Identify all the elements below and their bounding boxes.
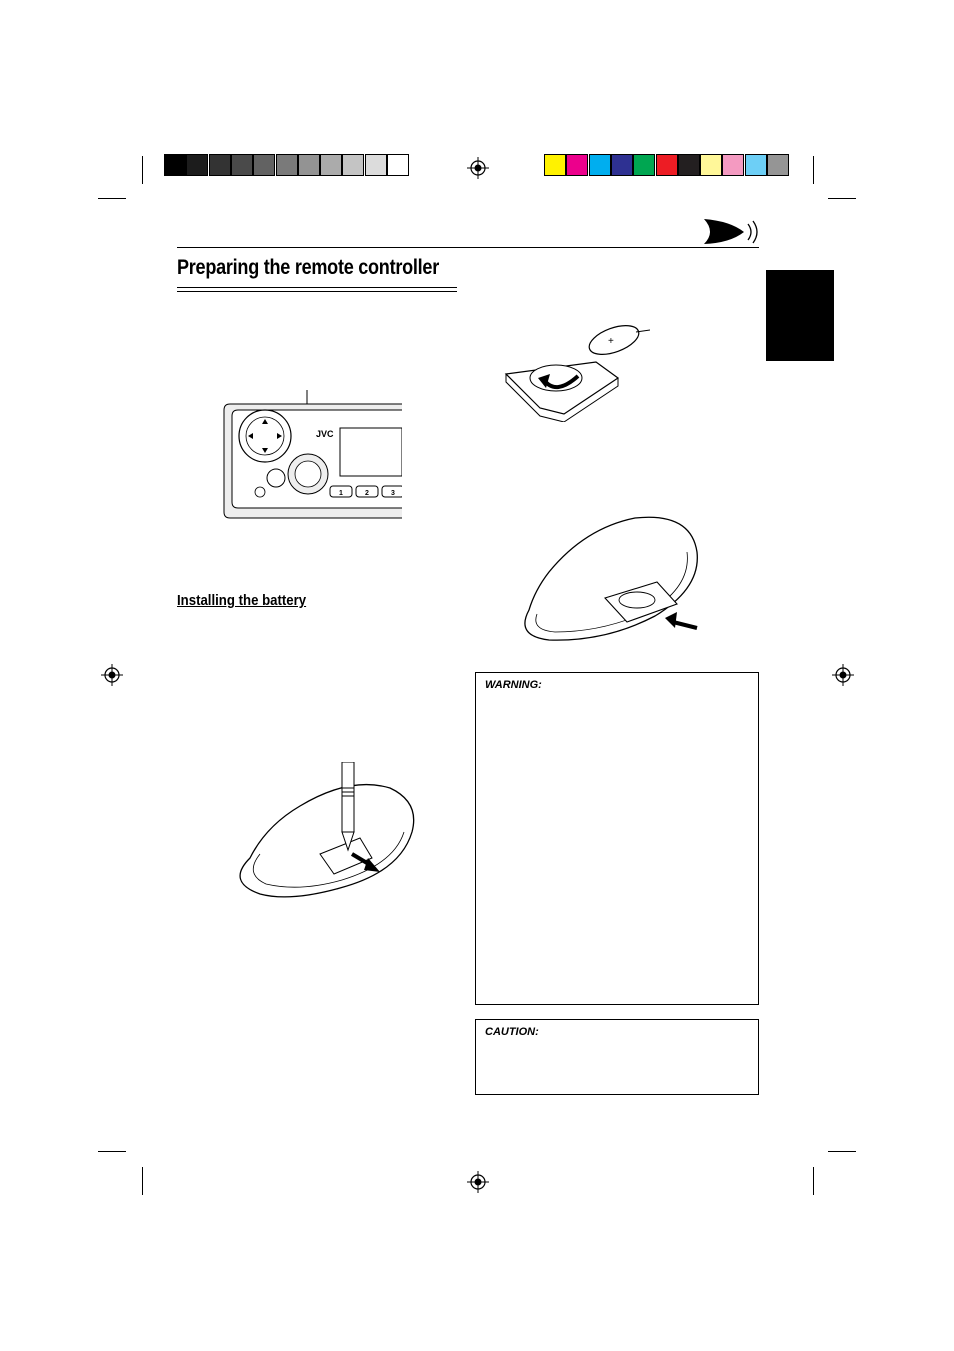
preset-1: 1 (339, 490, 343, 497)
title-underline (177, 291, 457, 292)
warning-label: WARNING: (485, 679, 542, 691)
color-swatch (544, 154, 566, 176)
crop-mark (98, 198, 126, 199)
color-swatch (276, 154, 298, 176)
crop-mark (813, 1167, 814, 1195)
warning-box (475, 672, 759, 1005)
registration-mark-icon (467, 157, 489, 179)
plus-mark: + (608, 336, 614, 347)
color-swatch (164, 154, 186, 176)
caution-label: CAUTION: (485, 1026, 539, 1038)
color-swatch (678, 154, 700, 176)
color-swatch (253, 154, 275, 176)
section-heading: Installing the battery (177, 592, 307, 609)
registration-mark-icon (832, 664, 854, 686)
crop-mark (142, 156, 143, 184)
color-swatch (209, 154, 231, 176)
registration-mark-icon (467, 1171, 489, 1193)
title-underline (177, 287, 457, 288)
color-swatch (231, 154, 253, 176)
preset-2: 2 (365, 490, 369, 497)
color-swatch (589, 154, 611, 176)
caution-box (475, 1019, 759, 1095)
color-swatch (320, 154, 342, 176)
remote-insert-illustration (515, 512, 705, 642)
page-title: Preparing the remote controller (177, 256, 439, 279)
color-swatch (566, 154, 588, 176)
brand-logo: JVC (316, 429, 334, 439)
head-unit-illustration (220, 390, 402, 522)
crop-mark (142, 1167, 143, 1195)
color-swatch (633, 154, 655, 176)
header-rule (177, 247, 759, 248)
color-swatch (656, 154, 678, 176)
color-swatch (387, 154, 409, 176)
crop-mark (828, 198, 856, 199)
preset-3: 3 (391, 490, 395, 497)
color-swatch (298, 154, 320, 176)
language-tab (766, 270, 834, 361)
next-page-arrow-icon (700, 216, 764, 246)
color-swatch (745, 154, 767, 176)
remote-open-illustration (230, 762, 420, 902)
battery-holder-illustration (500, 322, 650, 422)
color-swatch (722, 154, 744, 176)
color-swatch (767, 154, 789, 176)
registration-mark-icon (101, 664, 123, 686)
color-swatch (342, 154, 364, 176)
crop-mark (98, 1151, 126, 1152)
color-swatch (700, 154, 722, 176)
color-swatch (186, 154, 208, 176)
color-swatch (611, 154, 633, 176)
crop-mark (813, 156, 814, 184)
color-swatch (365, 154, 387, 176)
crop-mark (828, 1151, 856, 1152)
